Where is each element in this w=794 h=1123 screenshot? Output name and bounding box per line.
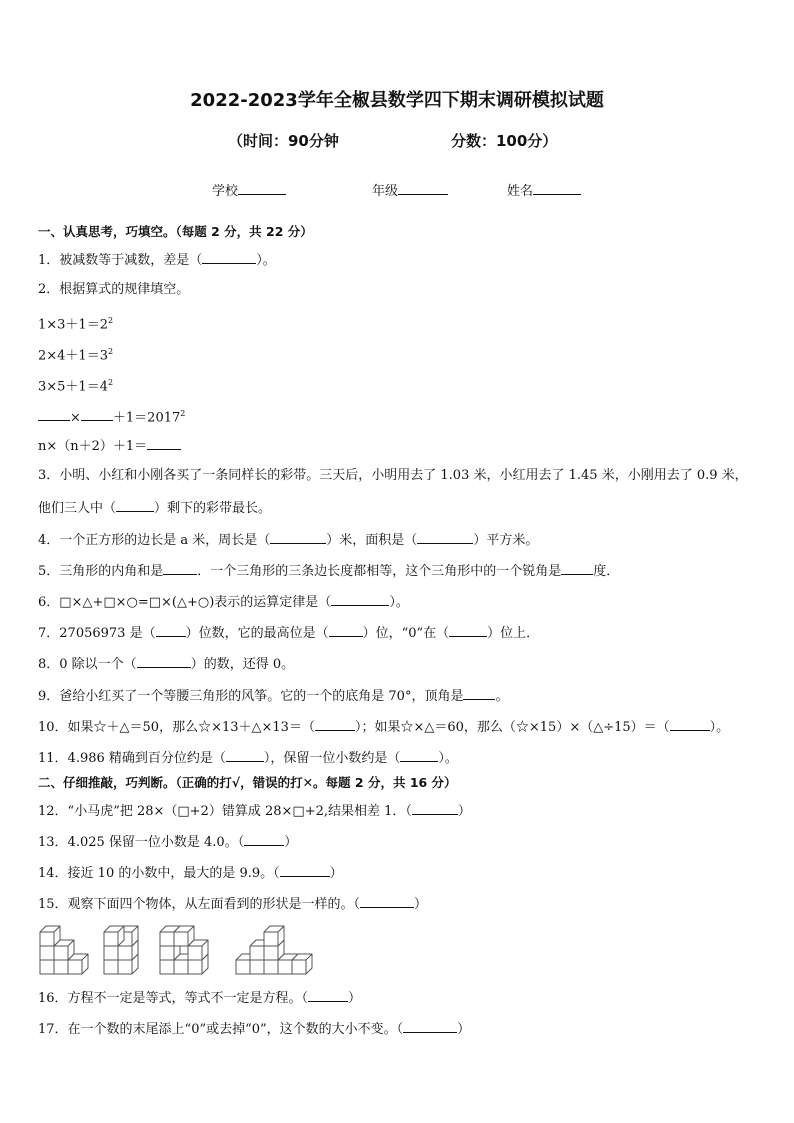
q7-blank-c[interactable]	[449, 624, 487, 637]
section-1-heading: 一、认真思考，巧填空。（每题 2 分，共 22 分）	[38, 224, 313, 239]
q7-blank-b[interactable]	[329, 624, 363, 637]
q15-blank[interactable]	[360, 895, 414, 908]
question-3: 3．小明、小红和小刚各买了一条同样长的彩带。三天后，小明用去了 1.03 米，小红用去了 1.45 米，小刚用去了 0.9 米，	[38, 468, 748, 483]
name-field: 姓名	[507, 180, 581, 199]
page-title: 2022-2023学年全椒县数学四下期末调研模拟试题	[190, 90, 604, 111]
q11-blank-a[interactable]	[226, 749, 264, 762]
question-15: 15．观察下面四个物体，从左面看到的形状是一样的。（ ）	[38, 897, 428, 912]
question-14: 14．接近 10 的小数中，最大的是 9.9。（ ）	[38, 866, 343, 881]
question-2: 2．根据算式的规律填空。	[38, 282, 190, 297]
q13-blank[interactable]	[244, 833, 284, 846]
question-5: 5．三角形的内角和是 ．一个三角形的三条边长度都相等，这个三角形中的一个锐角是 度．	[38, 564, 620, 579]
question-1: 1．被减数等于减数，差是（ ）。	[38, 253, 276, 268]
q7-blank-a[interactable]	[156, 624, 186, 637]
q16-blank[interactable]	[308, 989, 348, 1002]
q1-blank[interactable]	[202, 251, 256, 264]
question-16: 16．方程不一定是等式，等式不一定是方程。（ ）	[38, 991, 362, 1006]
q4-blank-b[interactable]	[417, 531, 473, 544]
q2-pattern-3: $3\times 5+1=4^2$	[38, 378, 114, 395]
question-7: 7．27056973 是（ ）位数，它的最高位是（ ）位，“0”在（ ）位上．	[38, 626, 540, 641]
q14-blank[interactable]	[280, 864, 330, 877]
q6-blank[interactable]	[331, 593, 389, 606]
question-4: 4．一个正方形的边长是 a 米，周长是（ ）米，面积是（ ）平方米。	[38, 533, 539, 548]
figure-4	[236, 926, 312, 974]
q5-blank-b[interactable]	[561, 562, 593, 575]
question-8: 8．0 除以一个（ ）的数，还得 0。	[38, 657, 295, 672]
section-2-heading: 二、仔细推敲，巧判断。（正确的打√，错误的打✕。每题 2 分，共 16 分）	[38, 775, 457, 790]
score-label: 分数：100分）	[451, 132, 558, 150]
grade-blank[interactable]	[398, 182, 448, 195]
q2-pattern-2: $2\times 4+1=3^2$	[38, 347, 114, 364]
question-12: 12．“小马虎”把 28×（□+2）错算成 28×□+2,结果相差 1．（ ）	[38, 804, 471, 819]
figure-1	[40, 926, 88, 974]
q3-blank[interactable]	[116, 499, 154, 512]
q2-pattern-4: × $+1=2017^2$	[38, 406, 185, 426]
q11-blank-b[interactable]	[400, 749, 438, 762]
q12-blank[interactable]	[412, 802, 458, 815]
time-label: （时间：90分钟	[228, 132, 339, 150]
q4-blank-a[interactable]	[270, 531, 326, 544]
q17-blank[interactable]	[403, 1020, 457, 1033]
q2-pattern-1: $1\times 3+1=2^2$	[38, 316, 114, 333]
q9-blank[interactable]	[463, 687, 495, 700]
question-13: 13．4.025 保留一位小数是 4.0。（ ）	[38, 835, 298, 850]
figure-2	[104, 926, 138, 974]
q2-pattern-5: n×（n＋2）＋1＝	[38, 437, 181, 455]
school-blank[interactable]	[238, 182, 286, 195]
q8-blank[interactable]	[137, 655, 191, 668]
name-blank[interactable]	[533, 182, 581, 195]
school-field: 学校	[212, 180, 286, 199]
question-11: 11．4.986 精确到百分位约是（ ），保留一位小数约是（ ）。	[38, 751, 458, 766]
q10-blank-b[interactable]	[670, 718, 710, 731]
q2-blank-b[interactable]	[81, 408, 113, 421]
question-10: 10．如果☆＋△＝50，那么☆×13＋△×13＝（ ）；如果☆×△＝60，那么（☆×15）×（△÷15）＝（ ）。	[38, 720, 730, 735]
grade-field: 年级	[372, 180, 448, 199]
figure-3	[160, 926, 208, 974]
question-3-cont: 他们三人中（ ）剩下的彩带最长。	[38, 501, 272, 516]
q2-blank-c[interactable]	[147, 437, 181, 450]
q5-blank-a[interactable]	[163, 562, 197, 575]
question-17: 17．在一个数的末尾添上“0”或去掉“0”，这个数的大小不变。（ ）	[38, 1022, 471, 1037]
q2-blank-a[interactable]	[38, 408, 70, 421]
cube-figures	[38, 918, 328, 976]
question-6: 6．□×△+□×○=□×(△+○)表示的运算定律是（ ）。	[38, 595, 409, 610]
question-9: 9．爸给小红买了一个等腰三角形的风筝。它的一个的底角是 70°，顶角是 。	[38, 689, 509, 704]
q10-blank-a[interactable]	[315, 718, 355, 731]
